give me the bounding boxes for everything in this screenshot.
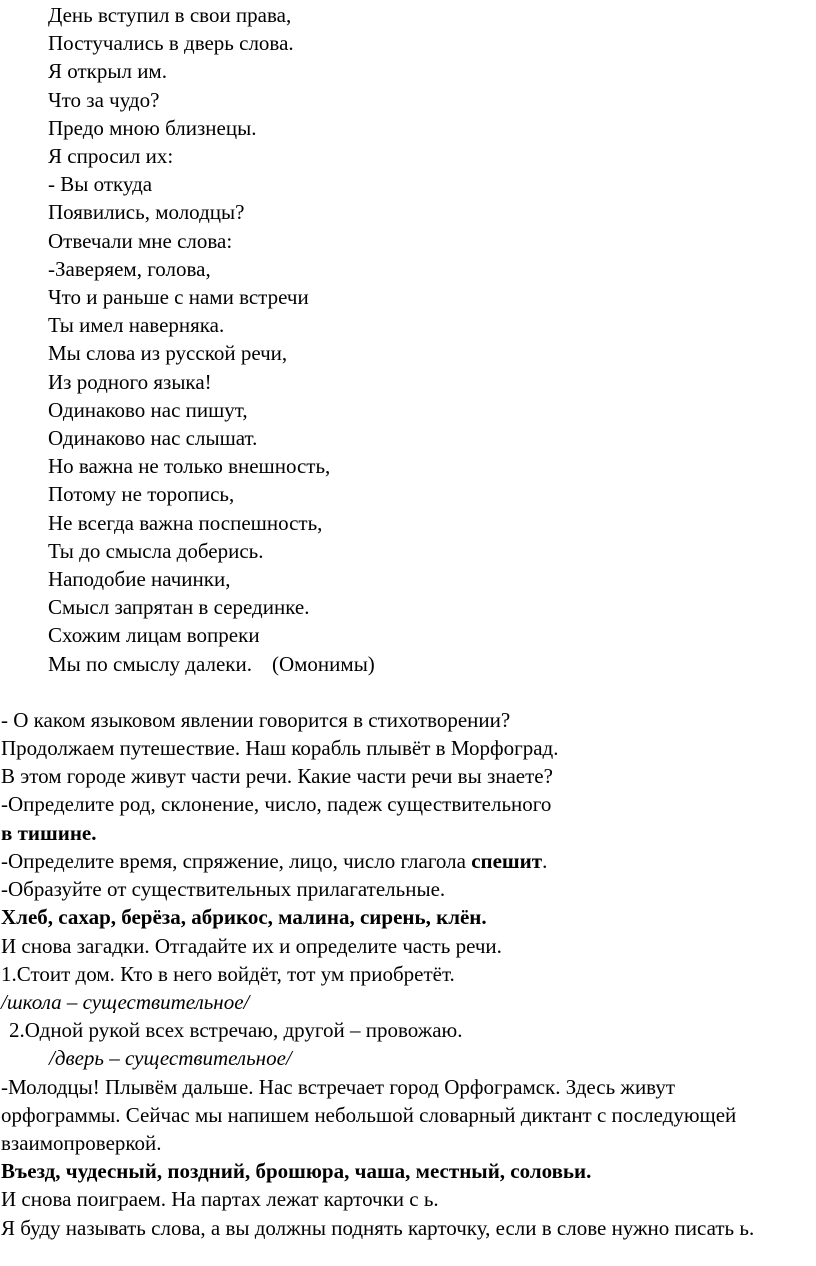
journey-text: Продолжаем путешествие. Наш корабль плывёт в Морфоград. bbox=[1, 736, 559, 761]
task-noun-word-bold: в тишине. bbox=[1, 820, 97, 845]
nouns-list-bold: Хлеб, сахар, берёза, абрикос, малина, сирень, клён. bbox=[1, 905, 487, 930]
orfogramsk-text: -Молодцы! Плывём дальше. Нас встречает город Орфограмск. Здесь живут орфограммы. Сейчас мы напишем небольшой словарный диктант с последующей взаимопроверкой. bbox=[1, 1074, 737, 1155]
answer-1 bbox=[1, 988, 796, 1016]
poem-line: Что за чудо? bbox=[48, 87, 160, 112]
poem-line: Но важна не только внешность, bbox=[48, 454, 331, 479]
poem-last-line-text: Мы по смыслу далеки. bbox=[48, 651, 252, 676]
poem-line: Я спросил их: bbox=[48, 144, 174, 169]
dictation-words-bold: Въезд, чудесный, поздний, брошюра, чаша, местный, соловьи. bbox=[1, 1159, 592, 1184]
question-phenomenon: - О каком языковом явлении говорится в стихотворении? bbox=[1, 707, 511, 732]
poem-line: Мы слова из русской речи, bbox=[48, 341, 288, 366]
poem-line: Схожим лицам вопреки bbox=[48, 623, 260, 648]
parts-of-speech-text: В этом городе живут части речи. Какие части речи вы знаете? bbox=[1, 764, 553, 789]
task-verb-prefix: -Определите время, спряжение, лицо, число глагола bbox=[1, 848, 472, 873]
poem-line: Из родного языка! bbox=[48, 369, 212, 394]
poem-line: Что и раньше с нами встречи bbox=[48, 285, 309, 310]
poem-line: - Вы откуда bbox=[48, 172, 153, 197]
dictation-words bbox=[1, 1157, 796, 1185]
nouns-list bbox=[1, 903, 796, 931]
riddle-2: 2.Одной рукой всех встречаю, другой – провожаю. bbox=[9, 1018, 463, 1043]
poem-line: Появились, молодцы? bbox=[48, 200, 245, 225]
poem-line: Одинаково нас пишут, bbox=[48, 397, 248, 422]
poem-line: Наподобие начинки, bbox=[48, 567, 231, 592]
poem bbox=[0, 1, 816, 678]
poem-line: Отвечали мне слова: bbox=[48, 228, 233, 253]
poem-line: Одинаково нас слышат. bbox=[48, 426, 258, 451]
poem-line: Смысл запрятан в серединке. bbox=[48, 595, 310, 620]
answer-2-italic: /дверь – существительное/ bbox=[49, 1046, 292, 1071]
poem-line: Постучались в дверь слова. bbox=[48, 31, 294, 56]
answer-2 bbox=[1, 1044, 796, 1072]
task-verb bbox=[1, 847, 796, 875]
instructions-text: Я буду называть слова, а вы должны поднять карточку, если в слове нужно писать ь. bbox=[1, 1215, 755, 1240]
riddle-1: 1.Стоит дом. Кто в него войдёт, тот ум приобретёт. bbox=[1, 961, 455, 986]
poem-line: Ты до смысла доберись. bbox=[48, 538, 264, 563]
task-noun: -Определите род, склонение, число, падеж существительного bbox=[1, 792, 552, 817]
lesson-text bbox=[0, 706, 816, 1242]
poem-line: Я открыл им. bbox=[48, 59, 167, 84]
poem-line: День вступил в свои права, bbox=[48, 3, 292, 27]
game-text: И снова поиграем. На партах лежат карточки с ь. bbox=[1, 1187, 439, 1212]
poem-line: Ты имел наверняка. bbox=[48, 313, 225, 338]
answer-1-italic: /школа – существительное/ bbox=[1, 989, 250, 1014]
riddles-intro: И снова загадки. Отгадайте их и определите часть речи. bbox=[1, 933, 502, 958]
poem-source: (Омонимы) bbox=[271, 651, 375, 676]
poem-line: Потому не торопись, bbox=[48, 482, 235, 507]
poem-line: Предо мною близнецы. bbox=[48, 115, 257, 140]
poem-line: Не всегда важна поспешность, bbox=[48, 510, 323, 535]
task-noun-word bbox=[1, 819, 796, 847]
task-verb-word: спешит bbox=[471, 848, 543, 873]
poem-last-line bbox=[48, 650, 816, 678]
poem-line: -Заверяем, голова, bbox=[48, 256, 211, 281]
task-verb-suffix: . bbox=[542, 848, 548, 873]
section-gap bbox=[0, 678, 816, 706]
task-adjectives: -Образуйте от существительных прилагательные. bbox=[1, 877, 446, 902]
